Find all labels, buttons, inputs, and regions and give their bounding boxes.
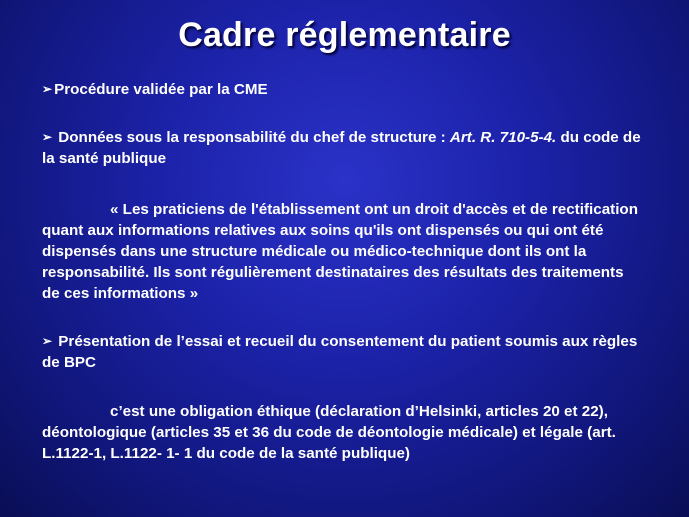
legal-reference: Art. R. 710-5-4.: [449, 129, 557, 146]
arrow-bullet-icon: ➢: [42, 130, 53, 144]
slide-title: Cadre réglementaire: [178, 16, 511, 54]
quote-paragraph-praticiens: [42, 199, 642, 304]
quote-text: « Les praticiens de l'établissement ont un droit d'accès et de rectification quant aux informations relatives aux soins qu'ils ont dispensés ou qui ont été dispensés dans une structure médicale ou médico-technique dont ils ont la responsabilité. Ils sont régulièrement destinataires des résultats des traitements de ces informations »: [42, 201, 638, 302]
arrow-bullet-icon: ➢: [42, 334, 53, 348]
bullet-item-consentement: [42, 331, 642, 373]
obligation-text: c’est une obligation éthique (déclaration d’Helsinki, articles 20 et 22), déontologique (articles 35 et 36 du code de déontologie médicale) et légale (art. L.1122-1, L.1122- 1- 1 du code de la santé publique): [42, 403, 616, 462]
paragraph-obligation: [42, 401, 642, 464]
bullet-text: Procédure validée par la CME: [54, 81, 268, 98]
bullet-text: Présentation de l’essai et recueil du consentement du patient soumis aux règles de BPC: [42, 333, 638, 371]
bullet-text-continued: du code de la santé publique: [42, 129, 641, 167]
arrow-bullet-icon: ➢: [42, 82, 53, 96]
bullet-item-responsabilite: [42, 127, 642, 169]
bullet-item-cme: [42, 79, 642, 100]
bullet-text: Données sous la responsabilité du chef de structure :: [58, 129, 450, 146]
